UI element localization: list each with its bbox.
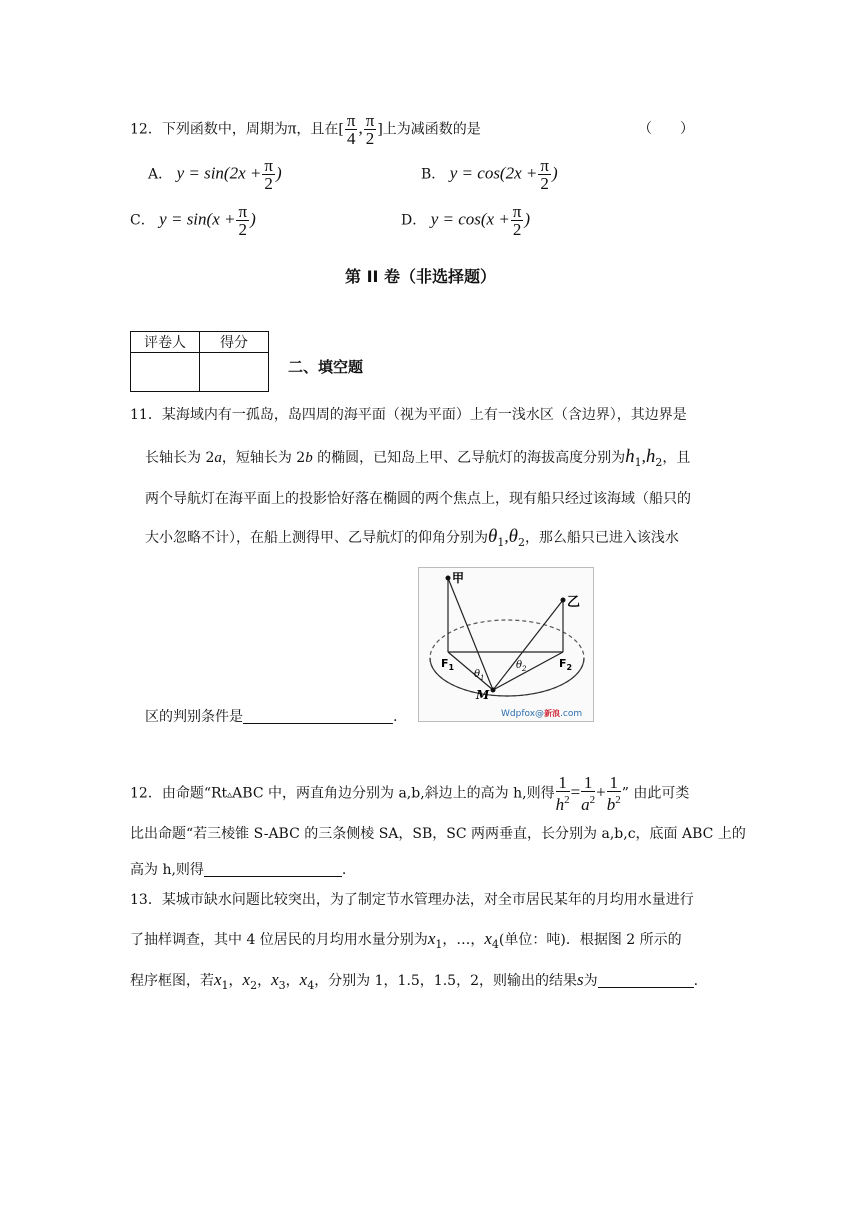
subscript: 1 <box>634 456 642 469</box>
period: . <box>693 973 699 989</box>
q11-text: ，那么船只已进入该浅水 <box>524 530 679 546</box>
q12b-line-3 <box>130 859 346 879</box>
subscript: 1 <box>435 938 443 951</box>
subscript: 2 <box>655 456 663 469</box>
fraction-pi-over-2: $\frac{\pi}{2}$ <box>264 156 273 193</box>
q13-text: (单位：吨)．根据图 2 所示的 <box>498 932 682 948</box>
ellipse-diagram <box>419 568 593 721</box>
yi-point <box>561 598 566 603</box>
var-x: x <box>271 970 279 989</box>
equals: = <box>570 782 581 802</box>
theta-symbol: θ <box>508 526 518 547</box>
var-s: s <box>576 970 584 989</box>
label-f2: $F_2$ <box>559 657 573 672</box>
fraction-1-over-b2: $\frac{1}{b^2}$ <box>606 773 621 814</box>
answer-paren: （ ） <box>638 121 694 137</box>
subscript: 2 <box>517 536 525 549</box>
var-x: x <box>242 970 251 989</box>
q13-text: ，…， <box>442 932 485 948</box>
subscript: 1 <box>221 979 229 992</box>
q11-line-5 <box>145 706 397 726</box>
q13-line-2 <box>130 929 682 951</box>
close-paren: ) <box>250 209 256 229</box>
score-table-cell <box>200 353 269 392</box>
separator: ， <box>257 973 272 989</box>
option-formula: y = sin(2x + <box>176 163 262 183</box>
triangle-symbol: ▵ <box>227 789 233 801</box>
separator: ， <box>228 973 243 989</box>
subscript: 3 <box>278 979 286 992</box>
q13-text: 程序框图，若 <box>130 973 214 989</box>
var-x: x <box>427 929 436 948</box>
var-h: h <box>625 446 635 467</box>
label-m: M <box>476 688 490 702</box>
score-table <box>130 331 269 392</box>
option-c <box>130 203 256 238</box>
period: . <box>393 709 398 725</box>
close-paren: ) <box>275 163 282 183</box>
var-b: b <box>305 450 313 466</box>
q13-text: ，分别为 1，1.5，1.5，2，则输出的结果 <box>314 973 577 989</box>
label-yi: 乙 <box>567 595 581 610</box>
q11-line-1: 11．某海域内有一孤岛，岛四周的海平面（视为平面）上有一浅水区（含边界），其边界是 <box>130 407 687 423</box>
fraction-pi-over-4: $\frac{\pi}{4}$ <box>346 111 356 148</box>
var-x: x <box>299 970 308 989</box>
q12-stem <box>130 112 481 147</box>
q11-text: 的椭圆，已知岛上甲、乙导航灯的海拔高度分别为 <box>312 450 626 466</box>
watermark: Wdpfox@新浪.com <box>501 709 583 719</box>
option-a <box>148 157 282 192</box>
plus: + <box>596 782 606 802</box>
score-table-cell <box>131 353 200 392</box>
close-paren: ) <box>551 163 558 183</box>
comma: , <box>358 118 363 138</box>
fraction-pi-over-2: $\frac{\pi}{2}$ <box>540 156 549 193</box>
answer-blank[interactable] <box>243 709 393 724</box>
fraction-1-over-a2: $\frac{1}{a^2}$ <box>581 773 596 814</box>
label-theta2: $\theta_2$ <box>516 660 527 673</box>
f1-to-m-line <box>448 652 493 690</box>
option-b <box>421 157 558 192</box>
label-jia: 甲 <box>452 571 465 585</box>
q11-text: ，短轴长为 2 <box>221 450 306 466</box>
q12-text-1: 12．下列函数中，周期为 <box>130 121 288 138</box>
var-h: h <box>645 446 656 467</box>
q13-text: 为 <box>583 973 598 989</box>
var-x: x <box>484 929 492 948</box>
q11-line-2 <box>145 446 690 469</box>
q11-text: 大小忽略不计），在船上测得甲、乙导航灯的仰角分别为 <box>145 530 488 546</box>
q13-line-1: 13．某城市缺水问题比较突出，为了制定节水管理办法，对全市居民某年的月均用水量进行 <box>130 892 694 908</box>
q12b-text: ABC 中，两直角边分别为 a,b,斜边上的高为 h,则得 <box>232 785 555 802</box>
fraction-pi-over-2: $\frac{\pi}{2}$ <box>512 202 522 239</box>
option-d <box>401 203 530 238</box>
q12-text-2: ，且在[ <box>296 121 344 138</box>
period: . <box>341 862 347 878</box>
q11-line-3: 两个导航灯在海平面上的投影恰好落在椭圆的两个焦点上，现有船只经过该海域（船只的 <box>145 491 691 507</box>
section2-heading: 二、填空题 <box>288 358 364 376</box>
option-formula: y = cos(2x + <box>449 163 538 183</box>
subscript: 2 <box>250 979 258 992</box>
option-label: A． <box>148 166 173 183</box>
m-point <box>491 688 496 693</box>
score-table-header-grader: 评卷人 <box>131 332 200 353</box>
q13-text: 了抽样调查，其中 4 位居民的月均用水量分别为 <box>130 932 428 948</box>
sightline-yi <box>493 600 563 690</box>
var-a: a <box>214 450 222 466</box>
label-f1: $F_1$ <box>441 657 455 672</box>
q12-text-3: ]上为减函数的是 <box>377 121 481 138</box>
q12b-text: 高为 h,则得 <box>130 862 204 878</box>
option-formula: y = sin(x + <box>159 209 236 229</box>
q12b-text: 12．由命题“Rt <box>130 785 228 802</box>
q11-text: 长轴长为 2 <box>145 450 215 466</box>
fraction-pi-over-2: $\frac{\pi}{2}$ <box>238 202 248 239</box>
sightline-jia <box>448 578 493 690</box>
var-x: x <box>214 970 222 989</box>
label-theta1: $\theta_1$ <box>474 669 485 682</box>
ellipse-figure <box>418 567 594 722</box>
q13-line-3 <box>130 970 698 992</box>
subscript: 4 <box>307 979 315 992</box>
option-formula: y = cos(x + <box>430 209 510 229</box>
q11-text: ，且 <box>662 450 691 466</box>
q11-line-4: 大小忽略不计），在船上测得甲、乙导航灯的仰角分别为$\theta_1,\theta_2$，那么船只已进入该浅水 <box>145 526 679 549</box>
comma: , <box>641 447 646 466</box>
q11-text: 区的判别条件是 <box>145 709 243 725</box>
option-label: D． <box>401 212 427 229</box>
option-label: C． <box>130 212 155 229</box>
f2-to-m-line <box>493 652 563 690</box>
section-title: 第 II 卷（非选择题） <box>345 267 497 286</box>
q12b-text: ” 由此可类 <box>621 785 690 802</box>
q12b-line-1 <box>130 774 689 813</box>
pi-symbol: π <box>287 118 297 138</box>
jia-point <box>446 576 451 581</box>
answer-blank[interactable] <box>204 862 342 877</box>
subscript: 1 <box>497 536 505 549</box>
score-table-header-score: 得分 <box>200 332 269 353</box>
q12b-line-2: 比出命题“若三棱锥 S-ABC 的三条侧棱 SA，SB，SC 两两垂直，长分别为 a,b,c，底面 ABC 上的 <box>130 826 746 842</box>
fraction-1-over-h2: $\frac{1}{h^2}$ <box>555 773 570 814</box>
answer-blank[interactable] <box>598 973 694 988</box>
separator: ， <box>285 973 300 989</box>
option-label: B． <box>421 166 446 183</box>
close-paren: ) <box>524 209 531 229</box>
subscript: 4 <box>491 938 499 951</box>
fraction-pi-over-2: $\frac{\pi}{2}$ <box>365 111 375 148</box>
theta-symbol: θ <box>488 526 498 547</box>
